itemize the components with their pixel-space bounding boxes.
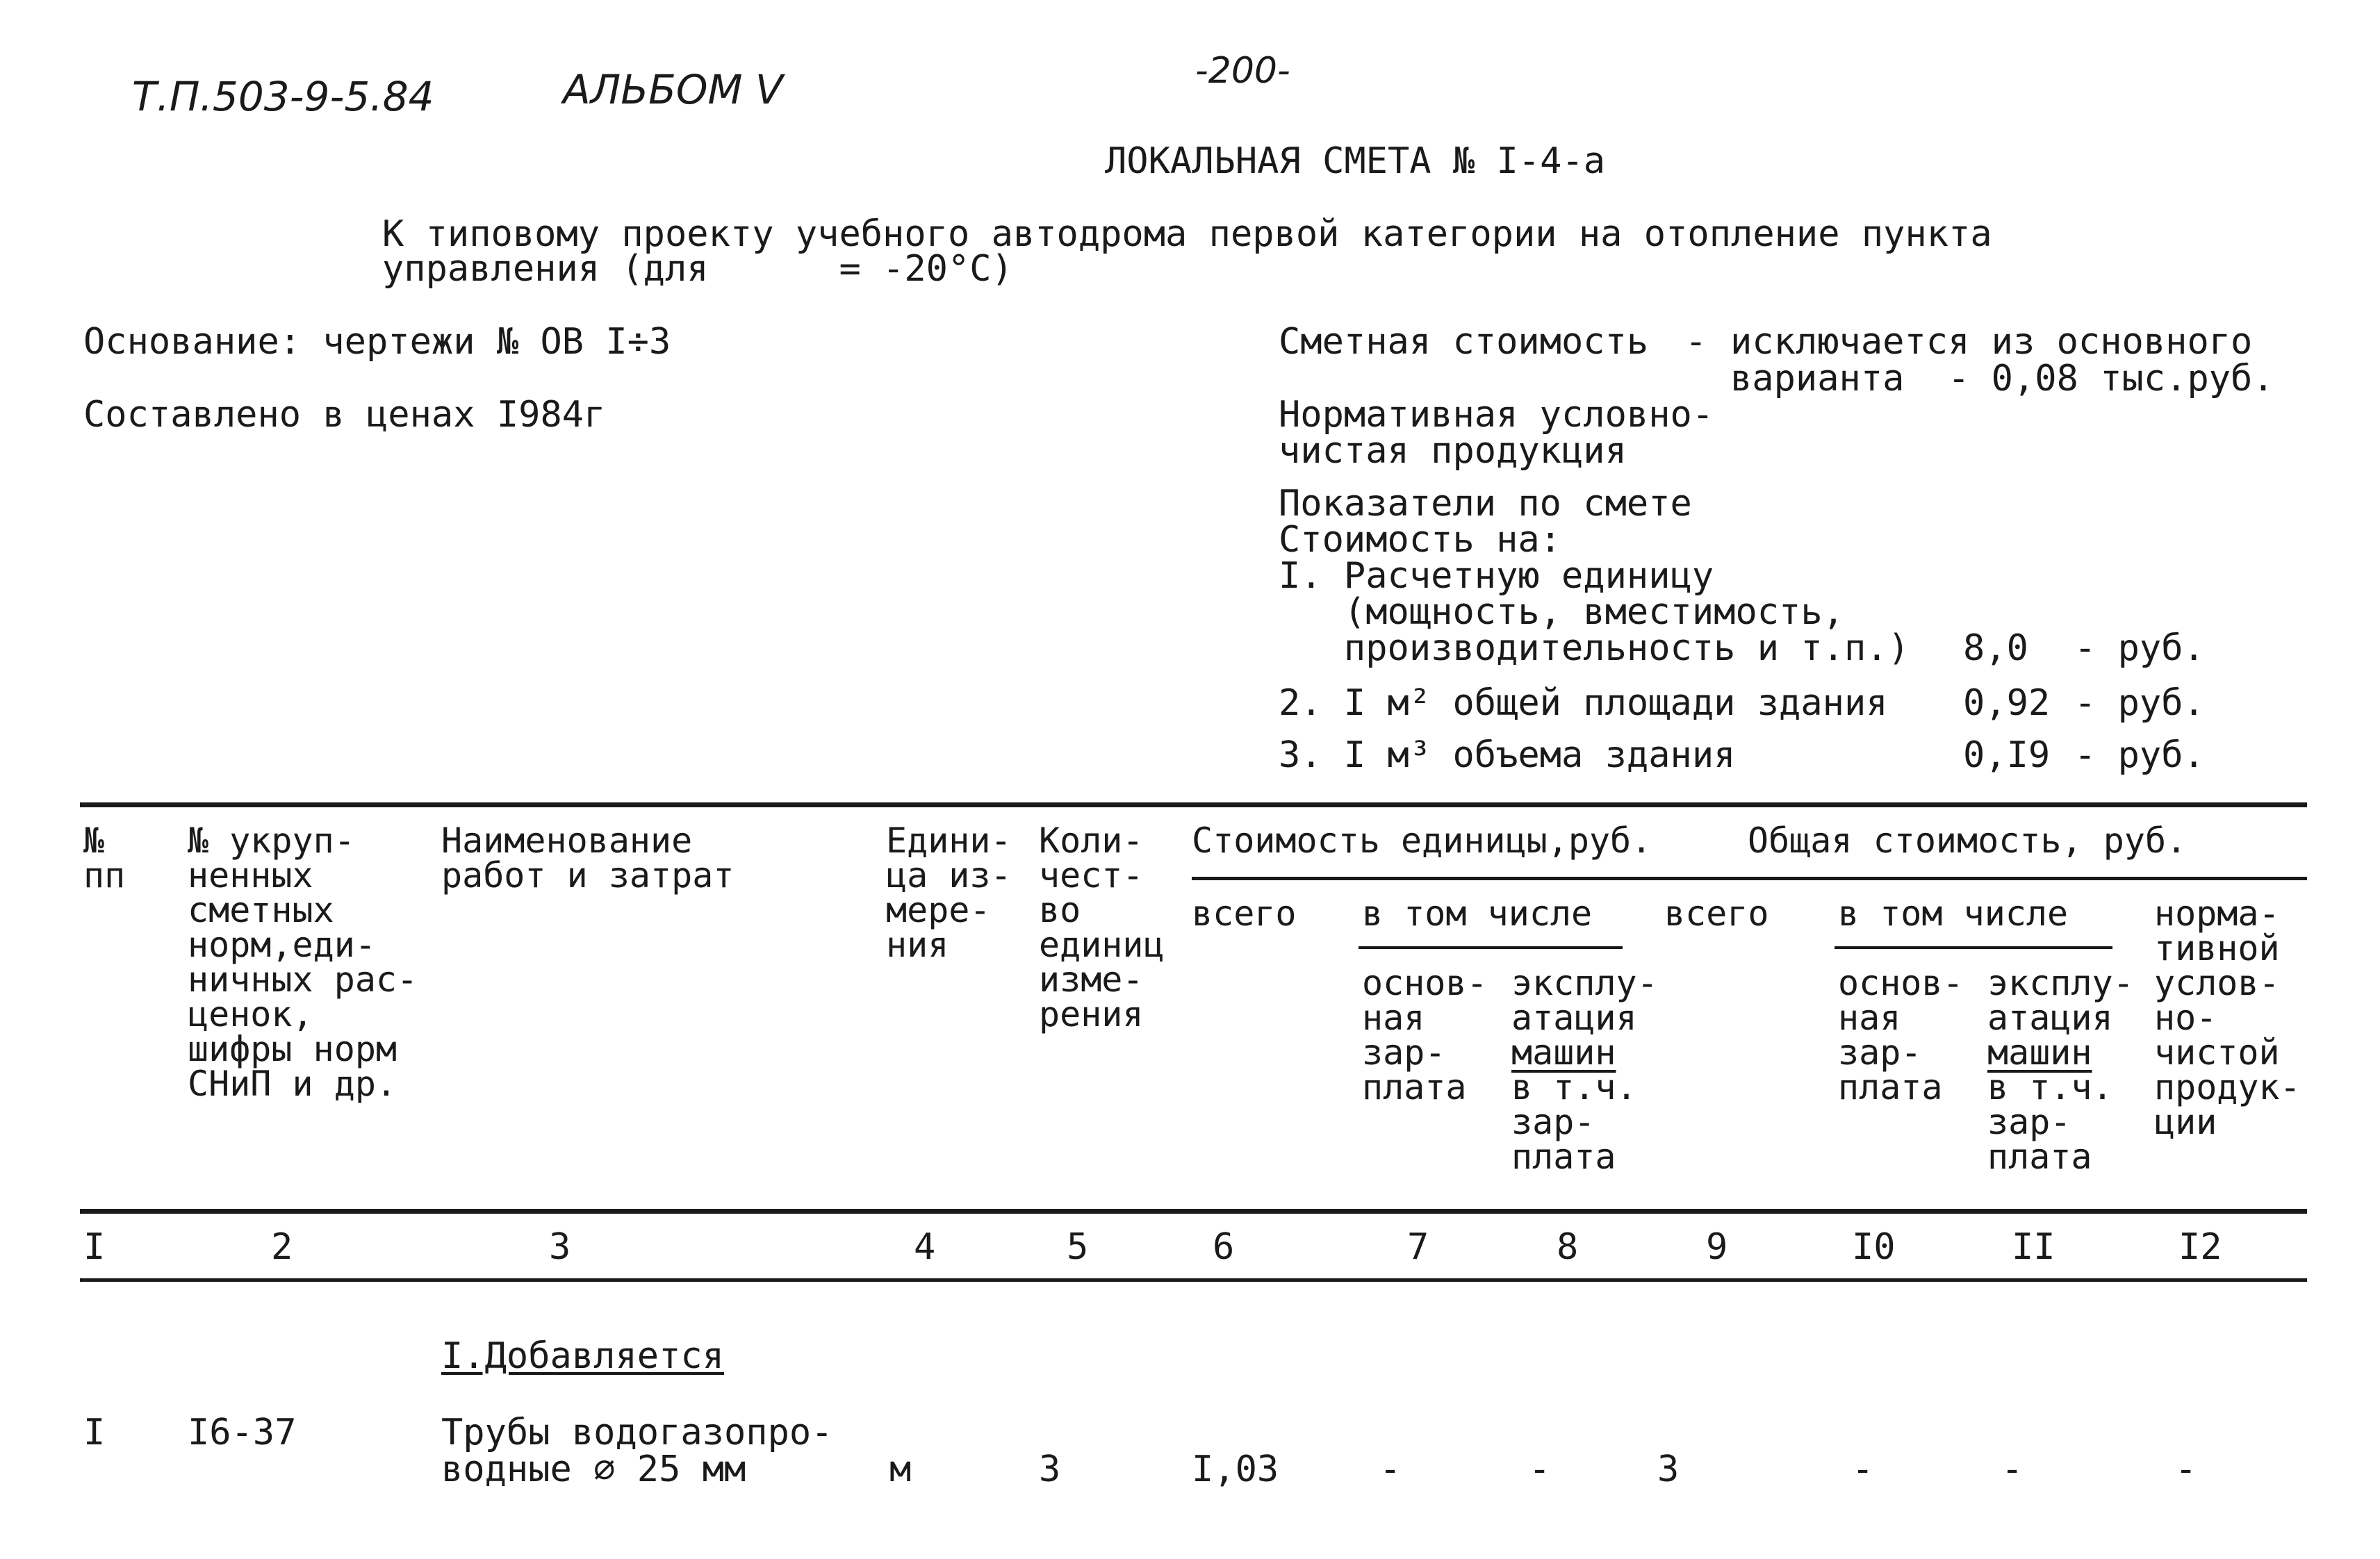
header-total-base-pay: основ- ная зар- плата xyxy=(1838,963,1964,1107)
total-incl-rule xyxy=(1835,946,2112,949)
column-number: II xyxy=(2012,1226,2055,1268)
header-bottom-rule xyxy=(80,1209,2307,1214)
normative-line-1: Нормативная условно- xyxy=(1279,394,1714,436)
header-total-machine-pay: в т.ч. зар- плата xyxy=(1987,1067,2113,1177)
indicators-line-2: Стоимость на: xyxy=(1279,519,1561,561)
basis-drawings: Основание: чертежи № ОВ I÷3 xyxy=(83,321,671,363)
page-title: ЛОКАЛЬНАЯ СМЕТА № I-4-а xyxy=(1105,140,1606,182)
normative-line-2: чистая продукция xyxy=(1279,430,1627,472)
row-name-line-2: водные ∅ 25 мм xyxy=(441,1449,746,1490)
indicator-3-label: 3. I м³ объема здания xyxy=(1279,734,1736,776)
header-unit-incl: в том числе xyxy=(1362,893,1593,934)
cost-dash: - xyxy=(1685,321,1707,363)
column-number: 2 xyxy=(271,1226,293,1268)
document-code: Т.П.503-9-5.84 xyxy=(132,73,434,120)
indicator-2-label: 2. I м² общей площади здания xyxy=(1279,682,1888,724)
header-unit-machine-op: эксплу- атация xyxy=(1511,963,1658,1038)
subtitle-line-1: К типовому проекту учебного автодрома первой категории на отопление пункта xyxy=(382,213,1992,255)
indicator-3-value: 0,I9 xyxy=(1963,734,2051,776)
page-number: -200- xyxy=(1195,50,1290,92)
indicator-1-line-1: I. Расчетную единицу xyxy=(1279,555,1714,597)
column-number: 7 xyxy=(1407,1226,1429,1268)
row-unit-base-pay: - xyxy=(1379,1449,1402,1490)
indicator-3-unit: - руб. xyxy=(2074,734,2205,776)
row-total-base-pay: - xyxy=(1852,1449,1874,1490)
column-numbers-rule xyxy=(80,1278,2307,1282)
indicator-2-unit: - руб. xyxy=(2074,682,2205,724)
header-quantity: Коли- чест- во единиц изме- рения xyxy=(1039,820,1165,1034)
row-unit-total: I,03 xyxy=(1192,1449,1279,1490)
row-name-line-1: Трубы водогазопро- xyxy=(441,1412,833,1453)
indicator-1-line-2: (мощность, вместимость, xyxy=(1279,591,1844,633)
column-number: 3 xyxy=(549,1226,571,1268)
cost-value-line-1: исключается из основного xyxy=(1730,321,2253,363)
row-total-machine: - xyxy=(2001,1449,2024,1490)
cost-label: Сметная стоимость xyxy=(1279,321,1649,363)
indicator-1-value: 8,0 xyxy=(1963,627,2028,669)
header-unit-total: всего xyxy=(1192,893,1297,934)
row-norm-code: I6-37 xyxy=(188,1412,297,1453)
row-total: 3 xyxy=(1657,1449,1680,1490)
row-unit-machine: - xyxy=(1529,1449,1551,1490)
indicator-1-unit: - руб. xyxy=(2074,627,2205,669)
cost-value-line-2: варианта - 0,08 тыс.руб. xyxy=(1730,358,2274,399)
column-number: 5 xyxy=(1067,1226,1089,1268)
table-top-rule xyxy=(80,802,2307,807)
column-number: 6 xyxy=(1213,1226,1235,1268)
row-unit: м xyxy=(889,1449,912,1490)
header-unit: Едини- ца из- мере- ния xyxy=(886,820,1012,965)
header-total-cost-group: Общая стоимость, руб. xyxy=(1748,820,2188,861)
column-number: I xyxy=(83,1226,106,1268)
column-number: I2 xyxy=(2178,1226,2222,1268)
header-normative: норма- тивной услов- но- чистой продук- ции xyxy=(2154,893,2301,1142)
header-unit-machine-pay: в т.ч. зар- плата xyxy=(1511,1067,1637,1177)
header-work-name: Наименование работ и затрат xyxy=(441,820,734,896)
header-total-incl: в том числе xyxy=(1838,893,2069,934)
cost-group-rule xyxy=(1192,877,2307,880)
column-number: 8 xyxy=(1557,1226,1579,1268)
column-number: I0 xyxy=(1852,1226,1896,1268)
row-normative: - xyxy=(2175,1449,2197,1490)
indicator-2-value: 0,92 xyxy=(1963,682,2051,724)
header-total-machines: машин xyxy=(1987,1032,2092,1073)
subtitle-line-2: управления (для = -20°С) xyxy=(382,248,1013,290)
row-number: I xyxy=(83,1412,106,1453)
header-norm-code: № укруп- ненных сметных норм,еди- ничных рас- ценок, шифры норм СНиП и др. xyxy=(188,820,418,1104)
indicators-line-1: Показатели по смете xyxy=(1279,483,1692,525)
column-number: 4 xyxy=(914,1226,936,1268)
header-total-machine-op: эксплу- атация xyxy=(1987,963,2134,1038)
column-number: 9 xyxy=(1706,1226,1728,1268)
album-mark: АЛЬБОМ V xyxy=(563,66,783,113)
basis-prices: Составлено в ценах I984г xyxy=(83,394,606,436)
header-total: всего xyxy=(1664,893,1769,934)
header-row-number: № пп xyxy=(83,820,126,896)
header-unit-cost-group: Стоимость единицы,руб. xyxy=(1192,820,1652,861)
header-unit-base-pay: основ- ная зар- плата xyxy=(1362,963,1488,1107)
unit-incl-rule xyxy=(1359,946,1623,949)
section-title: I.Добавляется xyxy=(441,1335,724,1377)
header-unit-machines: машин xyxy=(1511,1032,1616,1073)
row-quantity: 3 xyxy=(1039,1449,1061,1490)
indicator-1-line-3: производительность и т.п.) xyxy=(1279,627,1910,669)
